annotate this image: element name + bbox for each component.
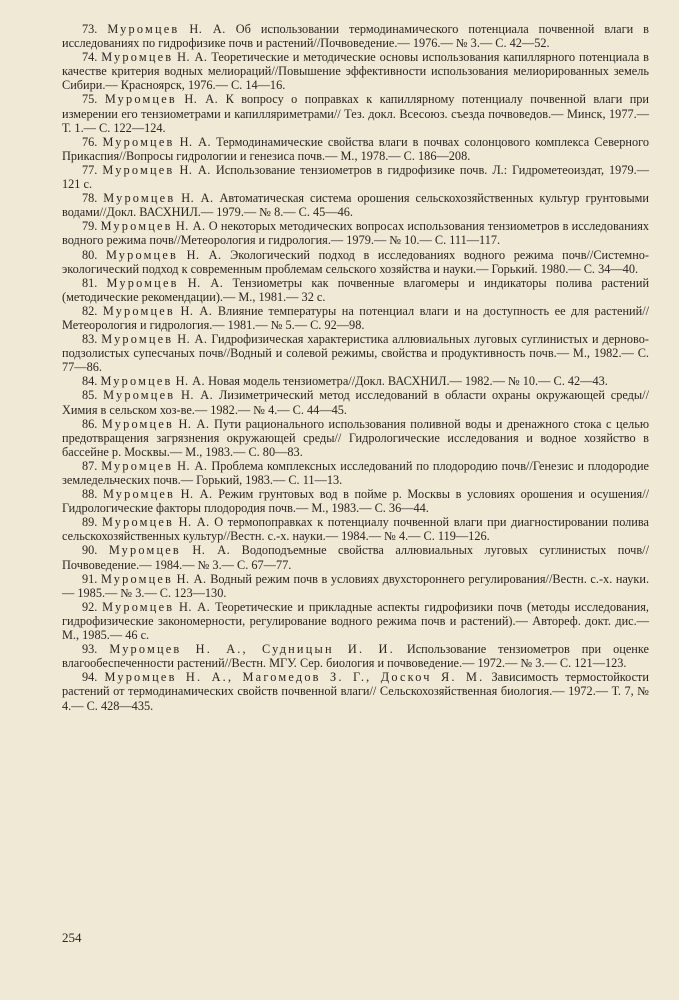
entry-number: 91. <box>82 571 98 586</box>
entry-initials: Н. А. <box>178 515 210 530</box>
reference-entry <box>62 642 649 670</box>
entry-author: Муромцев <box>106 275 179 290</box>
entry-initials: Н. А. <box>184 92 219 107</box>
entry-text: О некоторых методических вопросах использования тензиометров в исследованиях водного режима почв//Метеорология и гидрология.— 1979.— № 10.— С. 111—117. <box>62 219 650 248</box>
entry-initials: Н. А. <box>175 374 206 389</box>
entry-author: Муромцев <box>102 599 175 614</box>
entry-text: О термопоправках к потенциалу почвенной влаги при диагностировании полива сельскохозяйственных культур//Вестн. с.-х. науки.— 1984.— № 4.— С. 119—126. <box>62 515 649 544</box>
entry-number: 83. <box>82 332 98 347</box>
entry-text: Лизиметрический метод исследований в области охраны окружающей среды//Химия в сельском хоз-ве.— 1982.— № 4.— С. 44—45. <box>62 388 650 417</box>
entry-text: Использование тензиометров в гидрофизике почв. Л.: Гидрометеоиздат, 1979.— 121 с. <box>62 162 650 192</box>
reference-entry <box>62 572 649 600</box>
entry-author: Муромцев <box>100 571 174 586</box>
entry-initials: Н. А. <box>178 416 210 431</box>
entry-number: 75. <box>82 92 98 107</box>
entry-author: Муромцев Н. А., Магомедов З. Г., Доскоч Я. М. <box>104 670 485 685</box>
reference-entry <box>62 600 649 642</box>
reference-entry <box>62 670 649 712</box>
entry-initials: Н. А. <box>175 219 206 234</box>
entry-number: 81. <box>82 275 98 290</box>
entry-author: Муромцев <box>105 247 179 262</box>
entry-text: Зависимость термостойкости растений от термодинамических свойств почвенной влаги// Сельскохозяйственная биология.— 1972.— Т. 7, № 4.— С. 428—435. <box>62 670 650 713</box>
entry-initials: Н. А. <box>192 543 231 558</box>
entry-text: Теоретические и методические основы использования капиллярного потенциала в качестве критерия водных мелиораций//Повышение эффективности использования мелиорированных земель Сибири.— Красноярск, 1976.— С. 14—16. <box>62 50 649 93</box>
entry-number: 87. <box>82 458 98 473</box>
entry-initials: Н. А. <box>179 134 212 149</box>
reference-entry <box>62 459 649 487</box>
entry-initials: Н. А. <box>180 303 213 318</box>
entry-author: Муромцев <box>103 191 176 206</box>
reference-entry <box>62 332 649 374</box>
entry-number: 94. <box>82 670 98 685</box>
entry-initials: Н. А. <box>180 487 213 502</box>
entry-initials: Н. А. <box>189 22 226 36</box>
reference-entry <box>62 374 649 388</box>
entry-author: Муромцев <box>102 162 175 177</box>
entry-author: Муромцев <box>101 515 175 530</box>
entry-author: Муромцев <box>101 458 174 473</box>
entry-number: 78. <box>82 191 98 206</box>
reference-list <box>62 22 649 713</box>
entry-initials: Н. А. <box>177 458 208 473</box>
entry-author: Муромцев <box>101 332 174 347</box>
entry-number: 73. <box>82 22 98 36</box>
reference-entry <box>62 135 649 163</box>
entry-initials: Н. А. <box>179 162 211 177</box>
entry-text: Термодинамические свойства влаги в почвах солонцового комплекса Северного Прикаспия//Вопросы гидрологии и генезиса почв.— М., 1978.— С. 186—208. <box>62 134 650 163</box>
entry-author: Муромцев <box>101 50 174 65</box>
entry-text: Автоматическая система орошения сельскохозяйственных культур грунтовыми водами//Докл. ВАСХНИЛ.— 1979.— № 8.— С. 45—46. <box>62 191 649 220</box>
reference-entry <box>62 219 649 247</box>
entry-text: Гидрофизическая характеристика аллювиальных луговых суглинистых и дерново-подзолистых супесчаных почв//Водный и солевой режимы, свойства и продуктивность почв.— М., 1982.— С. 77—86. <box>62 332 649 375</box>
reference-entry <box>62 304 649 332</box>
entry-author: Муромцев <box>102 303 175 318</box>
entry-initials: Н. А. <box>177 50 208 65</box>
entry-number: 85. <box>82 388 98 403</box>
entry-number: 89. <box>82 515 98 530</box>
entry-number: 82. <box>82 303 98 318</box>
entry-initials: Н. А. <box>179 599 211 614</box>
entry-text: Теоретические и прикладные аспекты гидрофизики почв (методы исследования, гидрофизические закономерности, регулирование водного режима почв и растений).— Автореф. докт. дис.— М., 1985.— 46 с. <box>62 599 649 643</box>
entry-text: Об использовании термодинамического потенциала почвенной влаги в исследованиях по гидрофизике почв и растений//Почвоведение.— 1976.— № 3.— С. 42—52. <box>62 22 649 51</box>
entry-author: Муромцев <box>107 22 180 36</box>
entry-number: 92. <box>82 599 98 614</box>
entry-text: Новая модель тензиометра//Докл. ВАСХНИЛ.— 1982.— № 10.— С. 42—43. <box>208 374 608 389</box>
entry-author: Муромцев <box>104 92 177 107</box>
entry-author: Муромцев <box>103 388 176 403</box>
reference-entry <box>62 276 649 304</box>
reference-entry <box>62 417 649 459</box>
entry-number: 76. <box>82 134 98 149</box>
reference-entry <box>62 248 649 276</box>
entry-author: Муромцев <box>100 374 173 389</box>
entry-author: Муромцев <box>102 134 175 149</box>
entry-initials: Н. А. <box>187 275 224 290</box>
entry-text: Водный режим почв в условиях двухстороннего регулирования//Вестн. с.-х. науки.— 1985.— № 3.— С. 123—130. <box>62 571 650 600</box>
entry-author: Муромцев <box>102 487 176 502</box>
entry-number: 90. <box>82 543 98 558</box>
entry-number: 86. <box>82 416 98 431</box>
entry-text: К вопросу о поправках к капиллярному потенциалу почвенной влаги при измерении его тензиометрами и капилляриметрами// Тез. докл. Всесоюз. съезда почвоведов.— Минск, 1977.— Т. 1.— С. 122—124. <box>62 92 650 135</box>
entry-text: Режим грунтовых вод в пойме р. Москвы в условиях орошения и осушения//Гидрологические факторы плодородия почв.— М., 1983.— С. 36—44. <box>62 487 650 516</box>
entry-text: Тензиометры как почвенные влагомеры и индикаторы полива растений (методические рекомендации).— М., 1981.— 32 с. <box>62 275 650 304</box>
reference-entry <box>62 22 649 50</box>
entry-text: Водоподъемные свойства аллювиальных луговых суглинистых почв//Почвоведение.— 1984.— № 3.— С. 67—77. <box>62 543 650 572</box>
entry-initials: Н. А. <box>177 332 208 347</box>
entry-number: 84. <box>82 374 98 389</box>
entry-initials: Н. А. <box>181 191 214 206</box>
reference-entry <box>62 92 649 134</box>
entry-text: Влияние температуры на потенциал влаги и на доступность ее для растений//Метеорология и гидрология.— 1981.— № 5.— С. 92—98. <box>62 303 650 332</box>
reference-entry <box>62 515 649 543</box>
entry-number: 77. <box>82 162 98 177</box>
entry-number: 93. <box>82 642 98 657</box>
entry-text: Пути рационального использования поливной воды и дренажного стока с целью предотвращения загрязнения окружающей среды// Гидрологические исследования и водное хозяйство в бассейне р. Москвы.— М., 1983.— С. 80—83. <box>62 416 650 459</box>
entry-author: Муромцев <box>101 416 174 431</box>
reference-entry <box>62 543 649 571</box>
entry-number: 74. <box>82 50 98 65</box>
entry-text: Использование тензиометров при оценке влагообеспеченности растений//Вестн. МГУ. Сер. биология и почвоведение.— 1972.— № 3.— С. 121—123. <box>62 642 649 671</box>
entry-number: 88. <box>82 487 98 502</box>
entry-initials: Н. А. <box>186 247 222 262</box>
entry-author: Муромцев <box>108 543 181 558</box>
entry-number: 79. <box>82 219 98 234</box>
page-number: 254 <box>62 930 82 945</box>
entry-text: Проблема комплексных исследований по плодородию почв//Генезис и плодородие земледельческих почв.— Горький, 1983.— С. 11—13. <box>62 458 650 487</box>
entry-author: Муромцев <box>100 219 173 234</box>
reference-entry <box>62 163 649 191</box>
reference-entry <box>62 487 649 515</box>
reference-entry <box>62 50 649 92</box>
entry-text: Экологический подход в исследованиях водного режима почв//Системно-экологический подход к современным проблемам сельского хозяйства и науки.— Горький. 1980.— С. 34—40. <box>62 247 650 276</box>
entry-number: 80. <box>82 247 98 262</box>
reference-entry <box>62 191 649 219</box>
reference-entry <box>62 388 649 416</box>
entry-initials: Н. А. <box>176 571 207 586</box>
entry-initials: Н. А. <box>181 388 214 403</box>
entry-author: Муромцев Н. А., Судницын И. И. <box>109 642 395 657</box>
